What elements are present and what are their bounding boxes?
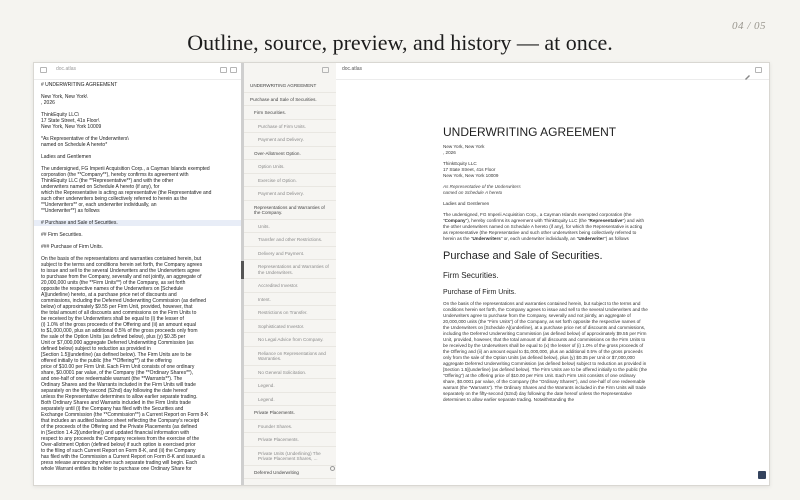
outline-item[interactable]: Representations and Warranties of the Underwriters. — [244, 260, 336, 279]
outline-item[interactable]: Units. — [244, 220, 336, 234]
source-line[interactable]: unless the Representative determines to allow earlier separate trading. — [41, 394, 198, 400]
outline-item[interactable]: Restrictions on Transfer. — [244, 306, 336, 320]
source-line[interactable]: to issue and sell to the several Underwriters and the Underwriters agree — [41, 268, 200, 274]
source-line[interactable]: separately until (i) the Company has filed with the Securities and — [41, 406, 184, 412]
preview-address: ThinkEquity LLC 17 State Street, 41s Floor New York, New York 10009 — [443, 161, 499, 178]
outline-toolbar — [244, 63, 336, 79]
preview-representative: As Representative of the Underwriters named on Schedule A hereto — [443, 184, 521, 195]
outline-toggle-icon[interactable] — [322, 67, 329, 73]
source-line[interactable]: the sale of the Option Units (as defined below), plus (y) $0.35 per — [41, 334, 186, 340]
preview-toolbar — [336, 63, 769, 80]
source-editor[interactable] — [34, 80, 241, 472]
source-line[interactable]: defined below) subject to reduction as provided in — [41, 346, 151, 352]
outline-item[interactable]: Founder Shares. — [244, 420, 336, 434]
preview-document — [443, 125, 648, 408]
outline-item[interactable]: Firm Securities. — [244, 106, 336, 120]
layout-icon[interactable] — [755, 67, 762, 73]
source-line[interactable]: separately on the fifty-second (52nd) day following the date hereof — [41, 388, 188, 394]
outline-item[interactable]: Transfer and other Restrictions. — [244, 233, 336, 247]
outline-item[interactable]: Private Placements. — [244, 406, 336, 420]
source-line[interactable]: to $1,000,000, plus an additional 0.5% of the gross proceeds only from — [41, 328, 198, 334]
outline-item[interactable]: Exercise of Option. — [244, 174, 336, 188]
source-line[interactable]: Exchange Commission (the **Commission**) a Current Report on Form 8-K — [41, 412, 209, 418]
outline-item[interactable]: Private Units (Underlining) The Private Placement Shares, ... — [244, 447, 336, 466]
source-line[interactable]: whole Warrant entitles its holder to purchase one Ordinary Share for — [41, 466, 192, 472]
outline-item[interactable]: Delivery and Payment. — [244, 247, 336, 261]
source-line[interactable]: Ordinary Shares and the Warrants included in the Firm Units will trade — [41, 382, 196, 388]
copy-icon[interactable] — [220, 67, 227, 73]
source-line[interactable]: be received by the Underwriters shall be equal to (i) the lesser of — [41, 316, 184, 322]
outline-item[interactable]: Reliance on Representations and Warranties. — [244, 347, 336, 366]
source-line[interactable]: and one-half of one redeemable warrant (the **Warrants**). The — [41, 376, 183, 382]
source-line[interactable]: New York, New York 10009 — [41, 124, 102, 130]
source-line[interactable]: underwriters named on Schedule A hereto (if any), for — [41, 184, 160, 190]
outline-item[interactable]: Purchase of Firm Units. — [244, 120, 336, 134]
source-line[interactable]: 17 State Street, 41s Floor\ — [41, 118, 100, 124]
outline-item[interactable]: Representations and Warranties of the Company. — [244, 201, 336, 220]
outline-item[interactable]: Legend. — [244, 379, 336, 393]
source-line[interactable]: named on Schedule A hereto* — [41, 142, 108, 148]
source-line[interactable]: price of $10.00 per Firm Unit. Each Firm Unit consists of one ordinary — [41, 364, 195, 370]
outline-item[interactable]: Payment and Delivery. — [244, 187, 336, 201]
source-line[interactable]: corporation (the **Company**), hereby confirms its agreement with — [41, 172, 189, 178]
preview-intro: The undersigned, FG Imperii Acquisition Corp., a Cayman Islands exempted corporation (the "Company"), hereby confirms its agreement with ThinkEquity LLC (the "Representative") and with the other underwriters named on Schedule A hereto (if any), for which the Representative is acting as representative (the Representative and such other underwriters being collectively referred to herein as the "Underwriters" or, each underwriter individually, an "Underwriter") as follows — [443, 212, 645, 241]
source-line[interactable]: Ladies and Gentlemen — [41, 154, 92, 160]
source-line[interactable]: of the proceeds of the Offering and the Private Placements (as defined — [41, 424, 198, 430]
source-line[interactable]: # UNDERWRITING AGREEMENT — [41, 82, 118, 88]
source-line[interactable]: *As Representative of the Underwriters\ — [41, 136, 129, 142]
preview-heading-2: Firm Securities. — [443, 271, 499, 280]
source-line[interactable]: **Underwriters** or, each underwriter individually, an — [41, 202, 157, 208]
sidebar-toggle-icon[interactable] — [40, 67, 47, 73]
preview-heading-3: Purchase of Firm Units. — [443, 289, 517, 296]
source-line[interactable]: , 2026 — [41, 100, 55, 106]
source-line[interactable]: the total amount of all discounts and commissions on the Firm Units to — [41, 310, 197, 316]
source-line[interactable]: New York, New York\ — [41, 94, 88, 100]
source-line[interactable]: respect to any proceeds the Company receives from the exercise of the — [41, 436, 200, 442]
outline-item[interactable]: Deferred Underwriting — [244, 466, 336, 480]
source-line[interactable]: offered initially to the public (the **Offering**) at the offering — [41, 358, 172, 364]
app-window — [33, 62, 770, 486]
source-line[interactable]: (i) 1.0% of the gross proceeds of the Offering and (ii) an amount equal — [41, 322, 196, 328]
source-line[interactable]: # Purchase and Sale of Securities. — [34, 220, 241, 226]
source-line[interactable]: ThinkEquity LLC (the **Representative**) and with the other — [41, 178, 174, 184]
slide-counter: 04 / 05 — [731, 20, 766, 32]
outline-item[interactable]: Accredited Investor. — [244, 279, 336, 293]
source-line[interactable]: Over-allotment Option (defined below) if such option is exercised prior — [41, 442, 196, 448]
source-toolbar — [34, 63, 241, 80]
source-line[interactable]: that includes an audited balance sheet reflecting the Company's receipt — [41, 418, 199, 424]
outline-item[interactable]: Over-Allotment Option. — [244, 147, 336, 161]
outline-item[interactable]: Option Units. — [244, 160, 336, 174]
outline-item[interactable]: Sophisticated Investor. — [244, 320, 336, 334]
slide-headline: Outline, source, preview, and history — at once. — [187, 30, 613, 55]
preview-date: New York, New York , 2026 — [443, 144, 485, 155]
source-filename: doc.atlas — [56, 66, 77, 72]
source-line[interactable]: A](underline) hereto, at a purchase price net of discounts and — [41, 292, 177, 298]
source-line[interactable]: ### Purchase of Firm Units. — [41, 244, 103, 250]
outline-pane — [244, 63, 337, 485]
source-line[interactable]: below) of approximately $9.55 per Firm Unit, provided, however, that — [41, 304, 193, 310]
source-line[interactable]: which the Representative is acting as representative (the Representative and — [41, 190, 212, 196]
outline-item[interactable]: Intent. — [244, 293, 336, 307]
preview-body: On the basis of the representations and warranties contained herein, but subject to the terms and conditions herein set forth, the Company agrees to issue and sell to the several Underwriters and the Underwriters agree to purchase from the Company, severally and not jointly, an aggregate of 20,000,000 units (the "Firm Units") of the Company, as set forth opposite the respective names of the Underwriters on [Schedule A](underline), at a purchase price net of discounts and commissions, including the Deferred Underwriting Commission (as defined below) of approximately $9.55 per Firm Unit, provided, however, that the total amount of all discounts and commissions on the Firm Units to be received by the Underwriters shall be equal to (x) the lesser of (i) 1.0% of the gross proceeds of the Offering and (ii) an amount equal to $1,000,000, plus an additional 0.5% of the gross proceeds only from the sale of the Option Units (as defined below), plus (y) $0.35 per Unit or $7,000,000 aggregate Deferred Underwriting Commission (as defined below) subject to reduction as provided in [Section 1.5](underline) (as defined below). The Firm Units are to be offered initially to the public (the "Offering") at the offering price of $10.00 per Firm Unit. Each Firm Unit consists of one ordinary share, $0.0001 par value, of the Company (the "Ordinary Shares"), and one-half of one redeemable warrant (the "Warrants"). The Ordinary Shares and the Warrants included in the Firm Units will trade separately on the fifty-second (52nd) day following the date hereof unless the Representative determines to allow earlier separate trading. Notwithstanding the — [443, 301, 648, 402]
source-line[interactable]: On the basis of the representations and warranties contained herein, but — [41, 256, 202, 262]
history-badge[interactable] — [758, 471, 766, 479]
source-line[interactable]: to the filing of such Current Report on Form 8-K, and (ii) the Company — [41, 448, 196, 454]
source-line[interactable]: such other underwriters being collectively referred to herein as the — [41, 196, 188, 202]
split-view-icon[interactable] — [230, 67, 237, 73]
source-line[interactable]: subject to the terms and conditions herein set forth, the Company agrees — [41, 262, 203, 268]
outline-item[interactable]: Purchase and Sale of Securities. — [244, 93, 336, 107]
preview-filename: doc.atlas — [342, 66, 363, 72]
outline-item[interactable]: Legend. — [244, 393, 336, 407]
source-line[interactable]: press release announcing when such separate trading will begin. Each — [41, 460, 198, 466]
edit-icon[interactable] — [744, 67, 751, 73]
source-line[interactable]: has filed with the Commission a Current Report on Form 8-K and issued a — [41, 454, 205, 460]
preview-pane — [336, 63, 769, 485]
outline-item[interactable]: Private Placements. — [244, 433, 336, 447]
preview-heading-1: Purchase and Sale of Securities. — [443, 250, 603, 262]
source-line[interactable]: Both Ordinary Shares and Warrants included in the Firm Units trade — [41, 400, 191, 406]
source-line[interactable]: in [Section 1.4.2](underline)) and updated financial information with — [41, 430, 190, 436]
source-line[interactable]: ## Firm Securities. — [41, 232, 83, 238]
source-pane[interactable] — [34, 63, 241, 485]
preview-salutation: Ladies and Gentlemen — [443, 201, 490, 206]
source-line[interactable]: ThinkEquity LLC\ — [41, 112, 80, 118]
source-line[interactable]: to purchase from the Company, severally and not jointly, an aggregate of — [41, 274, 202, 280]
source-line[interactable]: opposite the respective names of the Underwriters on [Schedule — [41, 286, 184, 292]
source-line[interactable]: commissions, including the Deferred Underwriting Commission (as defined — [41, 298, 207, 304]
source-line[interactable]: **Underwriter**) as follows — [41, 208, 100, 214]
outline-item[interactable]: UNDERWRITING AGREEMENT — [244, 79, 336, 93]
outline-item[interactable]: No General Solicitation. — [244, 366, 336, 380]
outline-item[interactable]: No Legal Advice from Company. — [244, 333, 336, 347]
refresh-icon[interactable] — [330, 466, 335, 471]
preview-title: UNDERWRITING AGREEMENT — [443, 125, 617, 139]
outline-list — [244, 79, 336, 479]
source-line[interactable]: The undersigned, FG Imperii Acquisition Corp., a Cayman Islands exempted — [41, 166, 210, 172]
outline-item[interactable]: Payment and Delivery. — [244, 133, 336, 147]
source-line[interactable]: 20,000,000 units (the **Firm Units**) of the Company, as set forth — [41, 280, 186, 286]
source-line[interactable]: share, $0.0001 par value, of the Company (the **Ordinary Shares**), — [41, 370, 194, 376]
source-line[interactable]: Unit or $7,000,000 aggregate Deferred Underwriting Commission (as — [41, 340, 194, 346]
source-line[interactable]: [Section 1.5](underline) (as defined below). The Firm Units are to be — [41, 352, 192, 358]
